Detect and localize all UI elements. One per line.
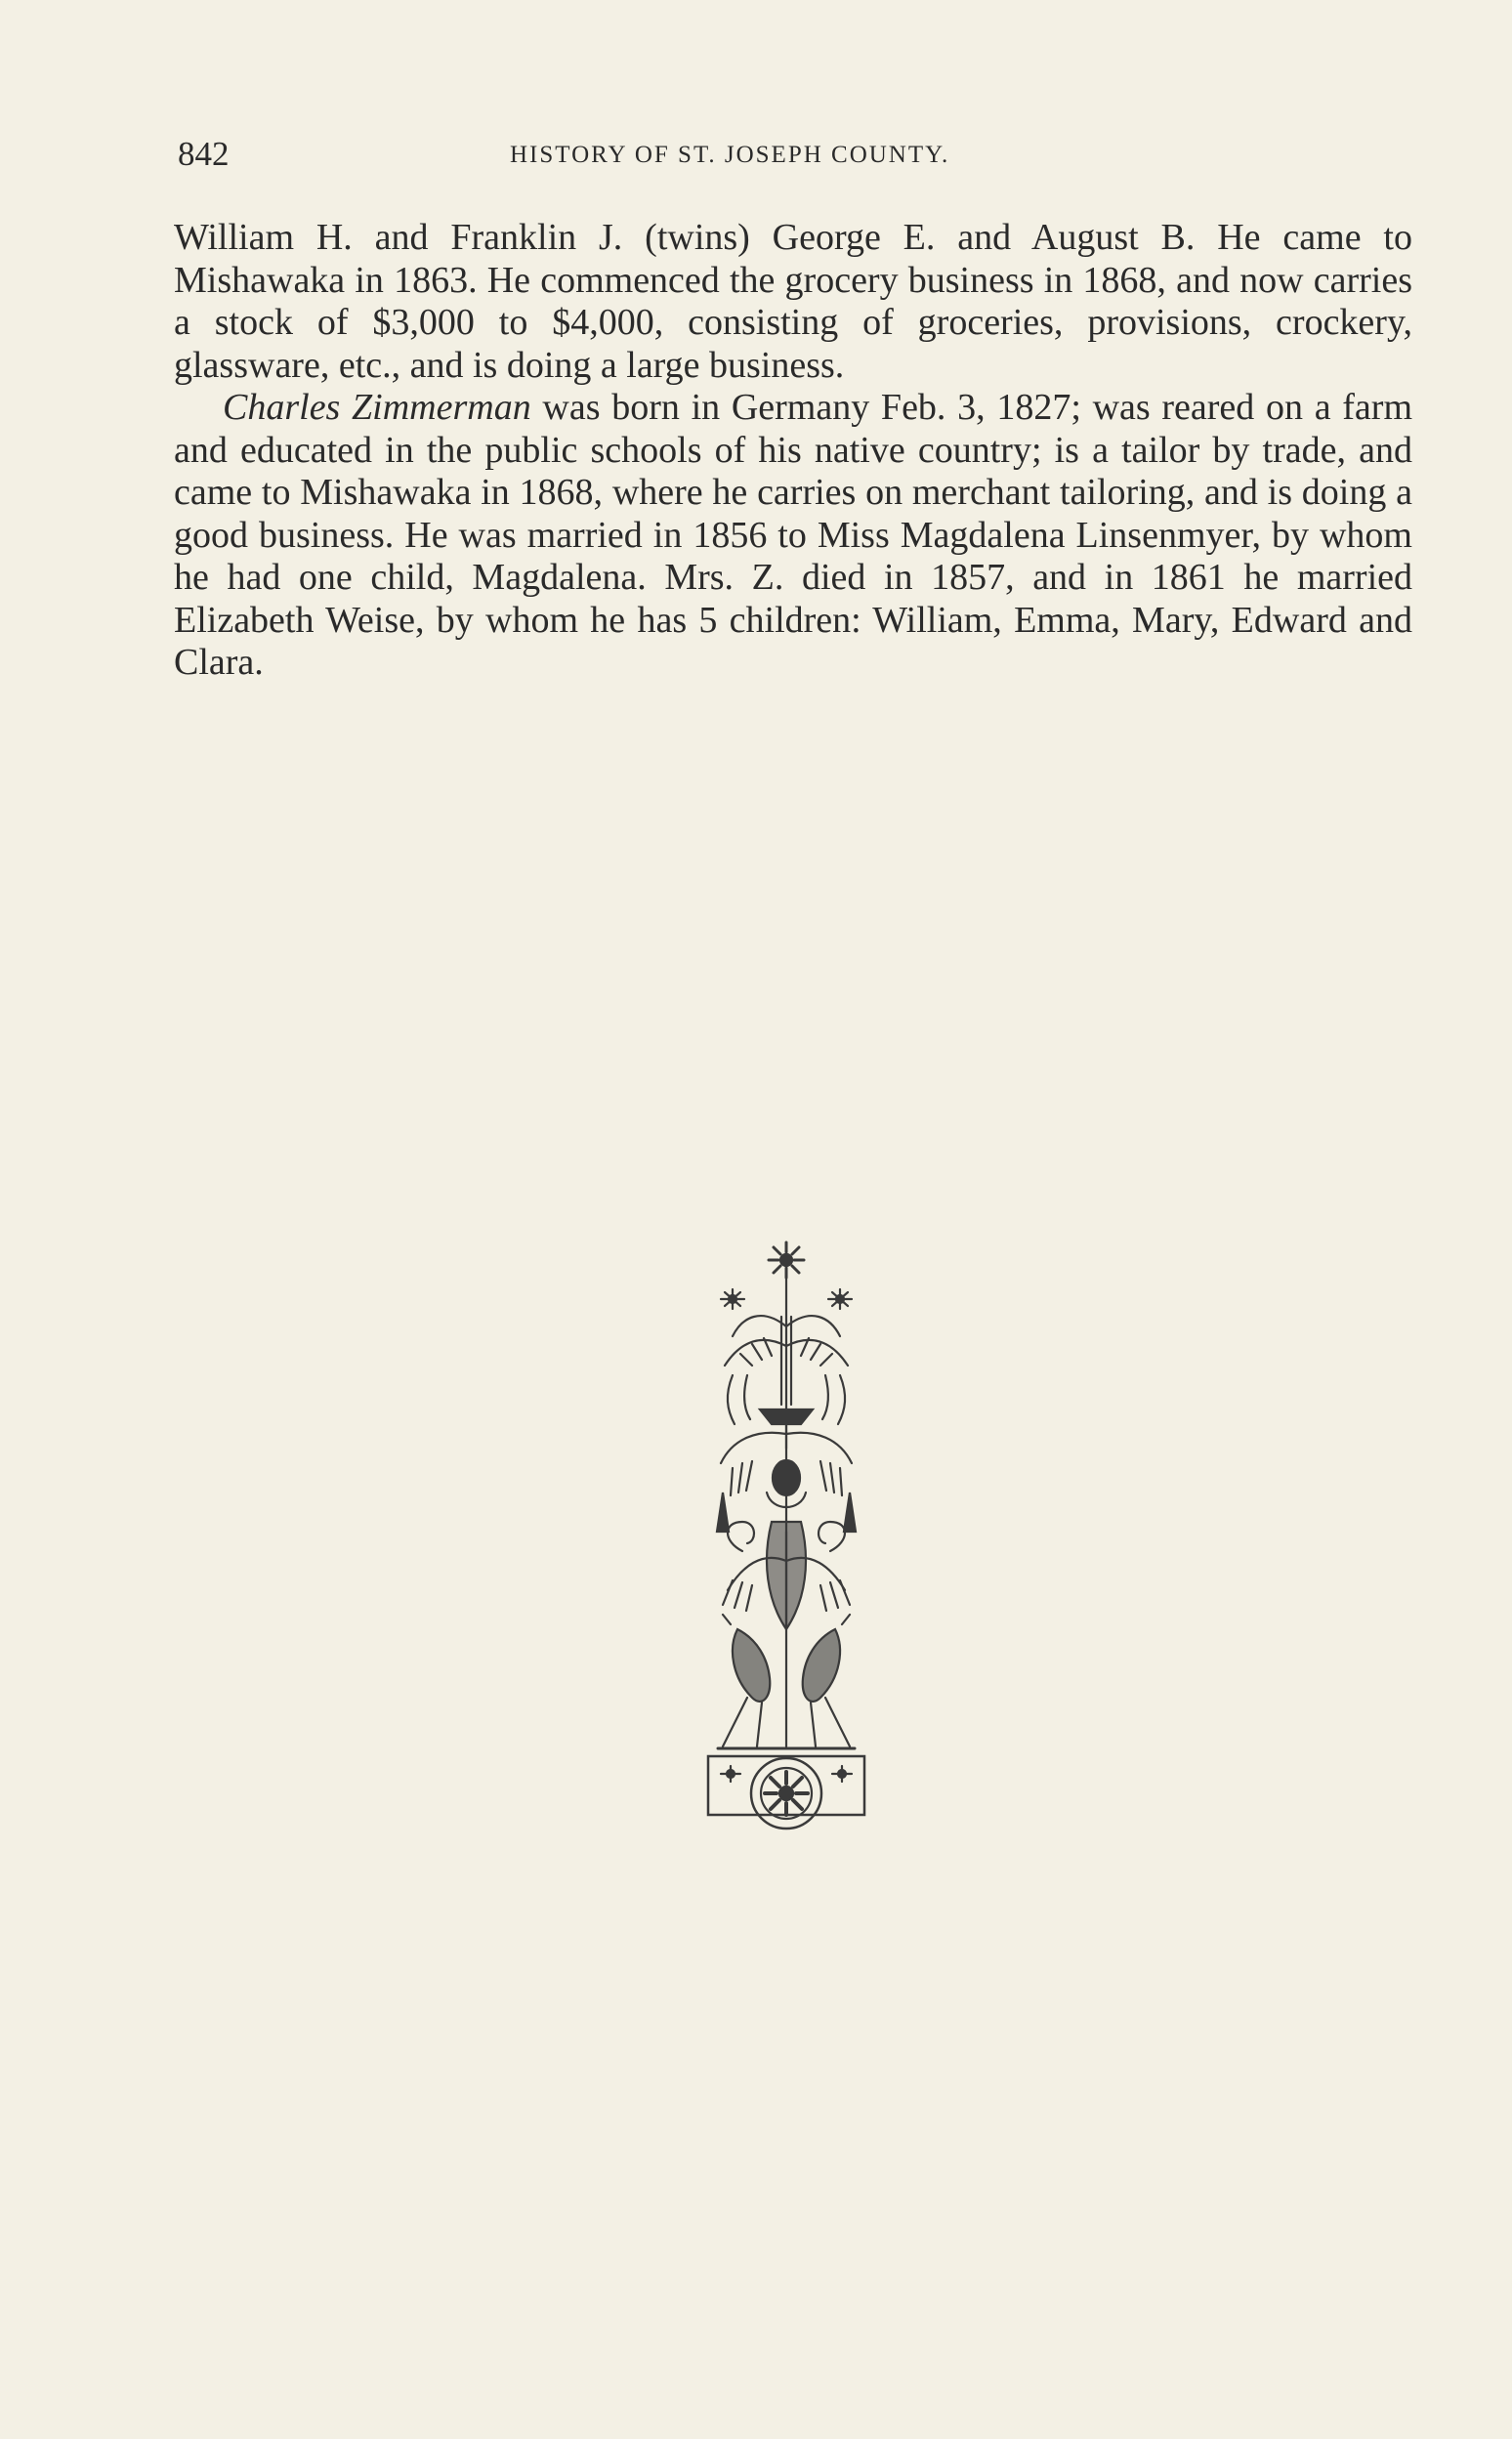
floral-urn-ornament-icon <box>703 1239 869 1836</box>
page-number: 842 <box>178 135 230 173</box>
person-name: Charles Zimmerman <box>223 387 531 428</box>
paragraph-continuation: William H. and Franklin J. (twins) George E. and August B. He came to Mishawaka in 1863. He commenced the grocery business in 1868, and now carries a stock of $3,000 to $4,000, consisting of groceries, provisions, crockery, glassware, etc., and is doing a large business. <box>174 217 1412 386</box>
running-title: HISTORY OF ST. JOSEPH COUNTY. <box>510 142 950 168</box>
paragraph-zimmerman <box>174 387 1412 685</box>
paragraph-body: was born in Germany Feb. 3, 1827; was reared on a farm and educated in the public schools of his native country; is a tailor by trade, and came to Mishawaka in 1868, where he carries on merchant tailoring, and is doing a good business. He was married in 1856 to Miss Magdalena Linsenmyer, by whom he had one child, Magdalena. Mrs. Z. died in 1857, and in 1861 he married Elizabeth Weise, by whom he has 5 children: William, Emma, Mary, Edward and Clara. <box>174 387 1412 683</box>
body-text <box>174 217 1412 685</box>
page-header <box>178 135 1408 174</box>
